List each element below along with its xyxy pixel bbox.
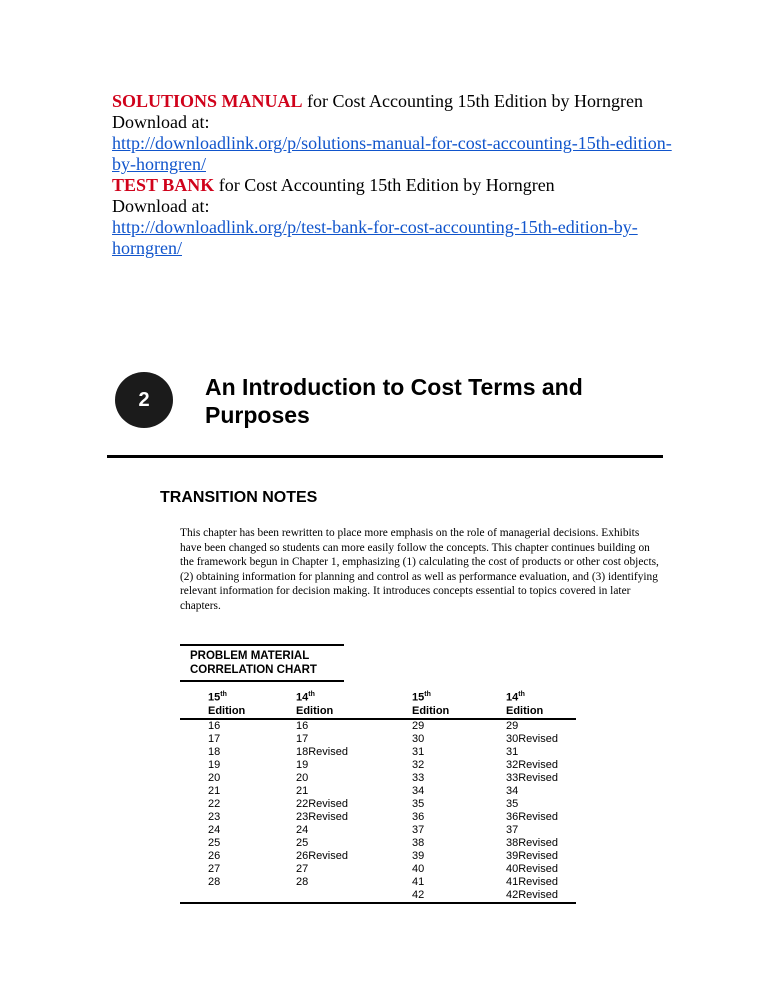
table-header-row (180, 705, 576, 719)
table-cell: 26 (208, 849, 221, 862)
table-cell: 17 (296, 732, 309, 745)
table-cell: 40Revised (506, 862, 558, 875)
table-cell: 20 (208, 771, 221, 784)
chapter-title: An Introduction to Cost Terms and Purposes (205, 374, 583, 428)
column-header: 15th (208, 691, 227, 704)
table-cell: 25 (208, 836, 221, 849)
correlation-table (180, 688, 576, 904)
column-header-label: Edition (296, 705, 412, 719)
column-header-label: Edition (506, 705, 576, 719)
table-cell: 25 (296, 836, 309, 849)
table-cell: 20 (296, 771, 309, 784)
table-cell: 35 (412, 797, 425, 810)
table-cell: 36 (412, 810, 425, 823)
table-cell: 18 (208, 745, 221, 758)
table-header-row (180, 688, 576, 705)
table-cell: 31 (412, 745, 425, 758)
table-row (180, 889, 576, 903)
table-cell: 39Revised (506, 849, 558, 862)
table-cell: 19 (208, 758, 221, 771)
table-cell: 38 (412, 836, 425, 849)
table-row (180, 746, 576, 759)
table-row (180, 837, 576, 850)
table-cell: 24 (208, 823, 221, 836)
download-label: Download at: (112, 196, 210, 216)
table-cell: 33 (412, 771, 425, 784)
correlation-table-body (180, 719, 576, 903)
table-cell: 27 (296, 862, 309, 875)
table-cell: 42Revised (506, 889, 576, 903)
table-cell: 28 (208, 875, 221, 888)
table-cell: 17 (208, 732, 221, 745)
test-bank-link[interactable]: http://downloadlink.org/p/test-bank-for-cost-accounting-15th-edition-by-horngren/ (112, 217, 638, 258)
correlation-chart-title (180, 644, 344, 682)
table-row (180, 733, 576, 746)
chart-title-line: PROBLEM MATERIAL (190, 650, 310, 662)
solutions-manual-line (112, 91, 672, 112)
chart-title-line: CORRELATION CHART (190, 664, 317, 676)
table-cell: 22Revised (296, 797, 348, 810)
column-header-label: Edition (180, 705, 296, 719)
test-bank-label: TEST BANK (112, 175, 215, 195)
column-header: 14th (506, 691, 525, 704)
table-cell: 21 (296, 784, 309, 797)
table-cell: 38Revised (506, 836, 558, 849)
table-cell: 32 (412, 758, 425, 771)
table-cell: 28 (296, 875, 309, 888)
section-heading: TRANSITION NOTES (160, 489, 318, 506)
table-cell: 23Revised (296, 810, 348, 823)
table-row (180, 772, 576, 785)
column-header: 15th (412, 691, 431, 704)
table-cell: 36Revised (506, 810, 558, 823)
solutions-manual-label: SOLUTIONS MANUAL (112, 91, 303, 111)
transition-notes-paragraph: This chapter has been rewritten to place more emphasis on the role of managerial decisions. Exhibits have been changed so students can more easily follow the concepts. This chapter continues building on the framework begun in Chapter 1, emphasizing (1) calculating the cost of products or other cost objects, (2) obtaining information for planning and control as well as performance evaluation, and (3) identifying relevant information for decision making. It introduces concepts essential to topics covered in later chapters. (180, 527, 659, 612)
table-cell: 30Revised (506, 732, 558, 745)
chapter-number-badge: 2 (115, 372, 173, 428)
table-cell (296, 889, 412, 903)
solutions-manual-link[interactable]: http://downloadlink.org/p/solutions-manual-for-cost-accounting-15th-edition-by-horngren/ (112, 133, 672, 174)
table-cell: 18Revised (296, 745, 348, 758)
table-cell: 24 (296, 823, 309, 836)
table-cell: 30 (412, 732, 425, 745)
table-cell: 32Revised (506, 758, 558, 771)
table-cell: 33Revised (506, 771, 558, 784)
table-cell (180, 889, 296, 903)
table-cell: 37 (506, 823, 519, 836)
table-cell: 19 (296, 758, 309, 771)
table-row (180, 785, 576, 798)
table-row (180, 863, 576, 876)
table-cell: 16 (296, 719, 309, 732)
table-cell: 31 (506, 745, 519, 758)
table-row (180, 850, 576, 863)
table-cell: 37 (412, 823, 425, 836)
table-cell: 29 (412, 719, 425, 732)
table-cell: 23 (208, 810, 221, 823)
table-row (180, 719, 576, 733)
title-divider (107, 455, 663, 458)
test-bank-title: for Cost Accounting 15th Edition by Horngren (214, 175, 555, 195)
table-cell: 29 (506, 719, 519, 732)
table-cell: 34 (412, 784, 425, 797)
table-cell: 41Revised (506, 875, 558, 888)
table-cell: 39 (412, 849, 425, 862)
table-cell: 16 (208, 719, 221, 732)
download-label: Download at: (112, 112, 210, 132)
table-row (180, 876, 576, 889)
download-header (112, 91, 672, 259)
test-bank-line (112, 175, 672, 196)
table-cell: 42 (412, 889, 506, 903)
table-cell: 40 (412, 862, 425, 875)
table-cell: 35 (506, 797, 519, 810)
table-cell: 34 (506, 784, 519, 797)
table-row (180, 798, 576, 811)
table-cell: 26Revised (296, 849, 348, 862)
table-row (180, 759, 576, 772)
solutions-manual-title: for Cost Accounting 15th Edition by Horngren (302, 91, 643, 111)
column-header-label: Edition (412, 705, 506, 719)
column-header: 14th (296, 691, 315, 704)
table-cell: 22 (208, 797, 221, 810)
table-cell: 21 (208, 784, 221, 797)
table-cell: 41 (412, 875, 425, 888)
table-cell: 27 (208, 862, 221, 875)
table-row (180, 811, 576, 824)
table-row (180, 824, 576, 837)
